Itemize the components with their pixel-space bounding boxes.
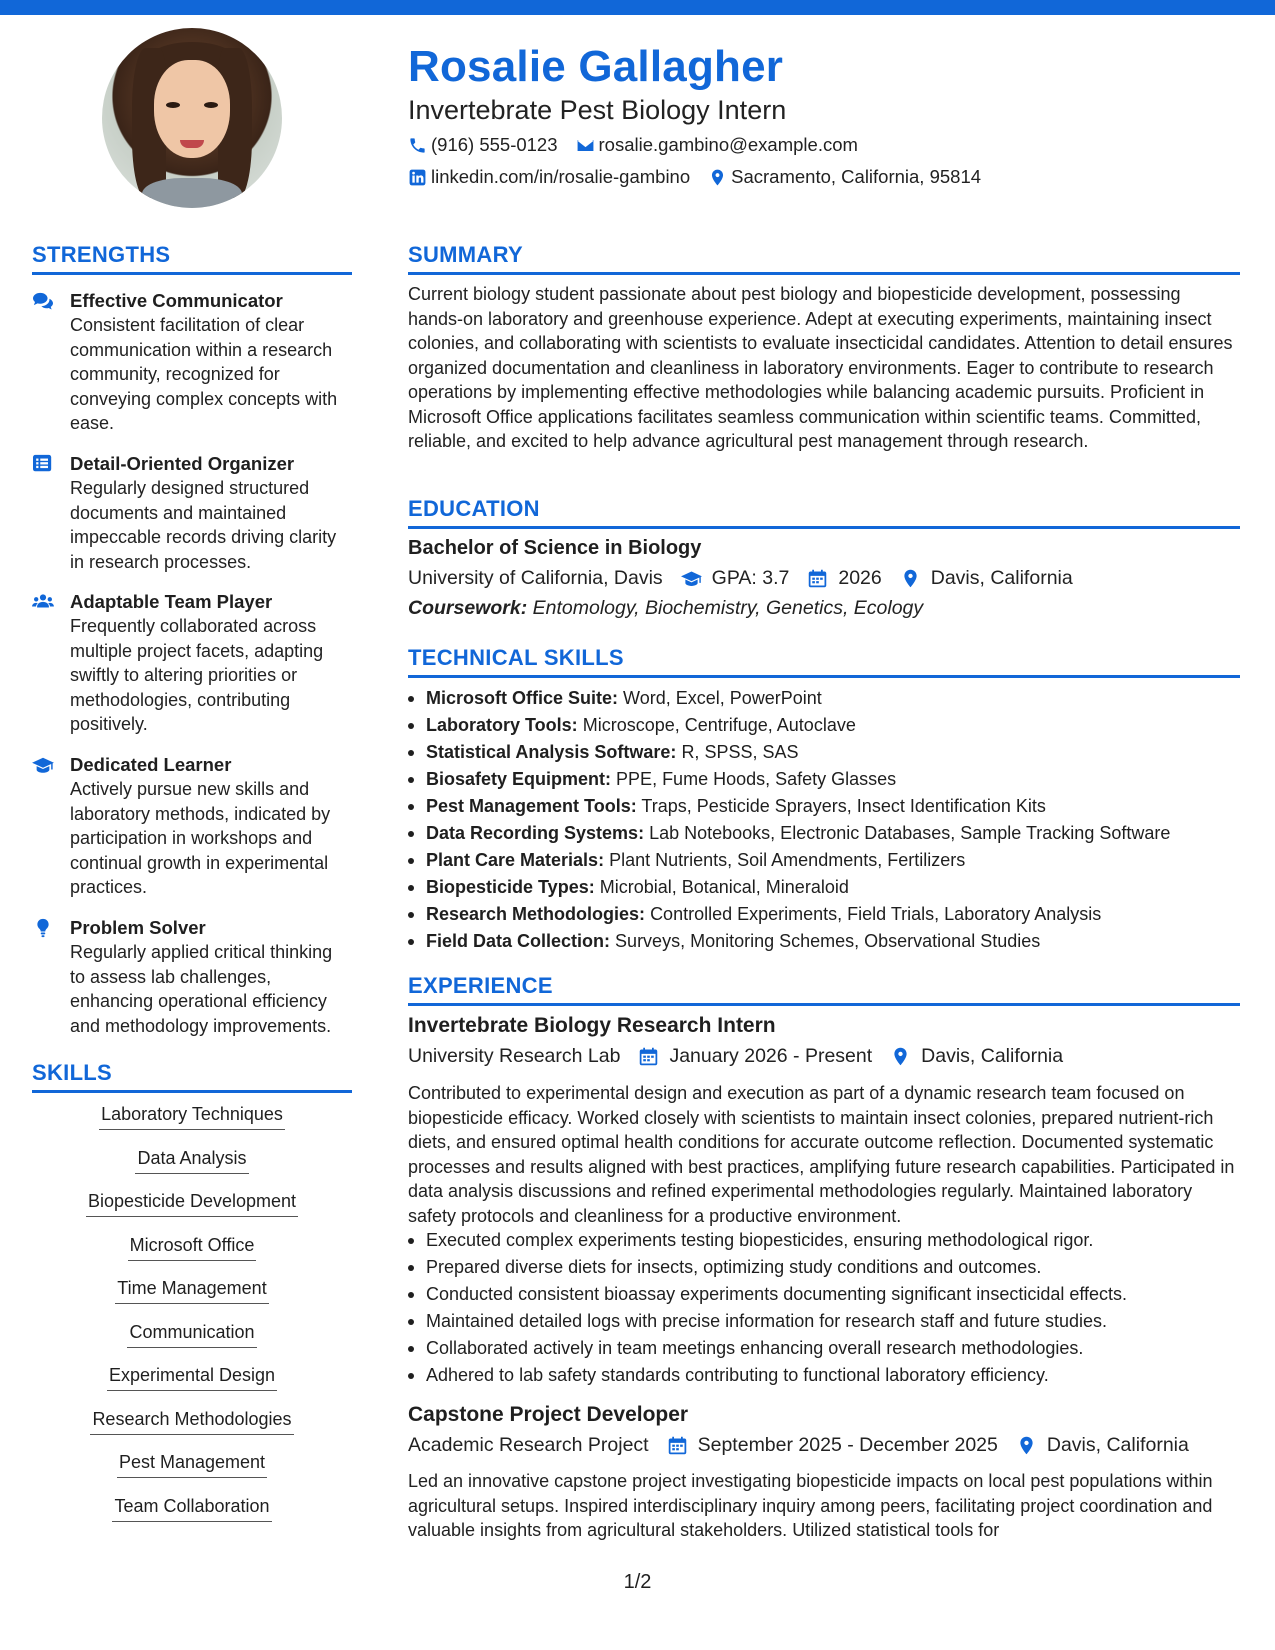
education-meta [408, 567, 1087, 590]
job-meta [408, 1045, 1077, 1068]
tech-skill-item: Statistical Analysis Software: R, SPSS, SAS [408, 739, 1238, 766]
graduation-cap-icon [681, 568, 702, 589]
job-org: University Research Lab [408, 1045, 621, 1067]
skill-tag: Biopesticide Development [32, 1191, 352, 1217]
candidate-name: Rosalie Gallagher [408, 42, 784, 91]
job-bullet: Adhered to lab safety standards contributing to functional laboratory efficiency. [408, 1362, 1238, 1389]
skill-tag: Communication [32, 1322, 352, 1348]
top-accent-bar [0, 0, 1275, 15]
technical-skills-list [408, 685, 1238, 955]
job-description: Contributed to experimental design and execution as part of a dynamic research team focused on biopesticide efficacy. Worked closely with scientists to maintain insect colonies, prepared nutrient-rich diets, and ensured optimal health conditions for accurate outcome reflection. Documented systematic processes and results aligned with best practices, amplifying future research capabilities. Participated in data analysis discussions and refined experimental methodologies regularly. Maintained laboratory safety protocols and cleanliness for a productive environment. [408, 1083, 1235, 1226]
job-dates: September 2025 - December 2025 [697, 1434, 998, 1456]
email-text: rosalie.gambino@example.com [598, 134, 858, 155]
technical-skills-divider [408, 675, 1240, 678]
contact-row-1 [408, 134, 876, 156]
summary-heading: SUMMARY [408, 242, 523, 267]
skills-heading: SKILLS [32, 1060, 113, 1085]
map-pin-icon [708, 168, 727, 187]
job-bullets [408, 1227, 1238, 1389]
users-icon [32, 592, 54, 612]
strength-desc: Consistent facilitation of clear communication within a research community, recognized for conveying complex concepts with ease. [70, 315, 338, 433]
skill-tag: Pest Management [32, 1452, 352, 1478]
skill-tag: Team Collaboration [32, 1496, 352, 1522]
comments-icon [32, 291, 54, 311]
skill-tag: Research Methodologies [32, 1409, 352, 1435]
skill-tag: Time Management [32, 1278, 352, 1304]
skills-list [32, 1104, 352, 1539]
map-pin-icon [900, 568, 921, 589]
technical-skills-heading: TECHNICAL SKILLS [408, 645, 624, 670]
linkedin-contact[interactable] [408, 166, 690, 188]
tech-skill-item: Biosafety Equipment: PPE, Fume Hoods, Safety Glasses [408, 766, 1238, 793]
phone-icon [408, 136, 427, 155]
summary-divider [408, 272, 1240, 275]
education-heading: EDUCATION [408, 496, 540, 521]
profile-photo [102, 28, 282, 208]
graduation-year: 2026 [838, 567, 882, 589]
strength-desc: Actively pursue new skills and laboratory methods, indicated by participation in workshops and continual growth in experimental practices. [70, 779, 331, 897]
calendar-icon [807, 568, 828, 589]
coursework-label: Coursework: [408, 597, 528, 619]
tech-skill-item: Pest Management Tools: Traps, Pesticide Sprayers, Insect Identification Kits [408, 793, 1238, 820]
job-title: Capstone Project Developer [408, 1403, 689, 1426]
envelope-icon [576, 136, 595, 155]
skill-tag: Data Analysis [32, 1148, 352, 1174]
job-bullet: Executed complex experiments testing biopesticides, ensuring methodological rigor. [408, 1227, 1238, 1254]
strength-desc: Regularly applied critical thinking to assess lab challenges, enhancing operational efficiency and methodology improvements. [70, 942, 333, 1036]
summary-text: Current biology student passionate about pest biology and biopesticide development, possessing hands-on laboratory and greenhouse experience. Adept at executing experiments, maintaining insect colonies, and collaborating with scientists to evaluate insecticidal candidates. Attention to detail ensures organized documentation and cleanliness in laboratory environments. Eager to contribute to research operations by implementing effective methodologies while balancing academic pursuits. Proficient in Microsoft Office applications facilitates seamless communication within scientific teams. Committed, reliable, and excited to help advance agricultural pest management through research. [408, 284, 1233, 451]
job-description: Led an innovative capstone project investigating biopesticide impacts on local pest populations within agricultural setups. Inspired interdisciplinary inquiry among peers, facilitating project coordination and valuable insights from agricultural stakeholders. Utilized statistical tools for [408, 1471, 1213, 1540]
strength-title: Detail-Oriented Organizer [70, 453, 295, 474]
tech-skill-item: Field Data Collection: Surveys, Monitoring Schemes, Observational Studies [408, 928, 1238, 955]
strength-item [32, 452, 352, 574]
graduation-cap-icon [32, 755, 54, 775]
tech-skill-item: Research Methodologies: Controlled Experiments, Field Trials, Laboratory Analysis [408, 901, 1238, 928]
location-text: Sacramento, California, 95814 [731, 166, 982, 187]
strength-desc: Frequently collaborated across multiple project facets, adapting swiftly to altering priorities or methodologies, contributing positively. [70, 616, 324, 734]
tech-skill-item: Microsoft Office Suite: Word, Excel, PowerPoint [408, 685, 1238, 712]
page-number: 1/2 [623, 1571, 652, 1593]
experience-heading: EXPERIENCE [408, 973, 553, 998]
strength-desc: Regularly designed structured documents and maintained impeccable records driving clarity in research processes. [70, 478, 337, 572]
strength-title: Adaptable Team Player [70, 591, 273, 612]
gpa: GPA: 3.7 [711, 567, 790, 589]
job-meta [408, 1434, 1203, 1457]
tech-skill-item: Plant Care Materials: Plant Nutrients, Soil Amendments, Fertilizers [408, 847, 1238, 874]
education-divider [408, 526, 1240, 529]
skill-tag: Microsoft Office [32, 1235, 352, 1261]
coursework-list: Entomology, Biochemistry, Genetics, Ecology [532, 597, 924, 619]
phone-contact[interactable] [408, 134, 558, 156]
strength-item [32, 289, 352, 436]
strengths-divider [32, 272, 352, 275]
job-bullet: Maintained detailed logs with precise information for research staff and future studies. [408, 1308, 1238, 1335]
school-location: Davis, California [930, 567, 1073, 589]
contact-row-2 [408, 166, 999, 188]
lightbulb-icon [32, 918, 54, 938]
location-contact [708, 166, 981, 188]
linkedin-text: linkedin.com/in/rosalie-gambino [431, 166, 691, 187]
skill-tag: Experimental Design [32, 1365, 352, 1391]
tech-skill-item: Biopesticide Types: Microbial, Botanical, Mineraloid [408, 874, 1238, 901]
job-bullet: Conducted consistent bioassay experiments documenting significant insecticidal effects. [408, 1281, 1238, 1308]
list-icon [32, 454, 54, 474]
job-location: Davis, California [1046, 1434, 1189, 1456]
school-name: University of California, Davis [408, 567, 663, 589]
strength-title: Problem Solver [70, 917, 206, 938]
calendar-icon [638, 1046, 659, 1067]
strength-item [32, 753, 352, 900]
candidate-headline: Invertebrate Pest Biology Intern [408, 95, 787, 125]
job-title: Invertebrate Biology Research Intern [408, 1014, 776, 1037]
strength-title: Dedicated Learner [70, 754, 232, 775]
job-org: Academic Research Project [408, 1434, 649, 1456]
calendar-icon [667, 1435, 688, 1456]
tech-skill-item: Laboratory Tools: Microscope, Centrifuge, Autoclave [408, 712, 1238, 739]
job-bullet: Collaborated actively in team meetings enhancing overall research methodologies. [408, 1335, 1238, 1362]
phone-text: (916) 555-0123 [431, 134, 558, 155]
job-location: Davis, California [921, 1045, 1064, 1067]
job-dates: January 2026 - Present [669, 1045, 873, 1067]
degree-title: Bachelor of Science in Biology [408, 537, 702, 559]
strength-item [32, 916, 352, 1038]
coursework [408, 597, 923, 620]
job-bullet: Prepared diverse diets for insects, optimizing study conditions and outcomes. [408, 1254, 1238, 1281]
linkedin-icon [408, 168, 427, 187]
email-contact[interactable] [576, 134, 858, 156]
map-pin-icon [890, 1046, 911, 1067]
skill-tag: Laboratory Techniques [32, 1104, 352, 1130]
skills-divider [32, 1090, 352, 1093]
map-pin-icon [1016, 1435, 1037, 1456]
tech-skill-item: Data Recording Systems: Lab Notebooks, Electronic Databases, Sample Tracking Software [408, 820, 1238, 847]
strengths-heading: STRENGTHS [32, 242, 171, 267]
strength-title: Effective Communicator [70, 290, 283, 311]
strength-item [32, 590, 352, 737]
experience-divider [408, 1003, 1240, 1006]
